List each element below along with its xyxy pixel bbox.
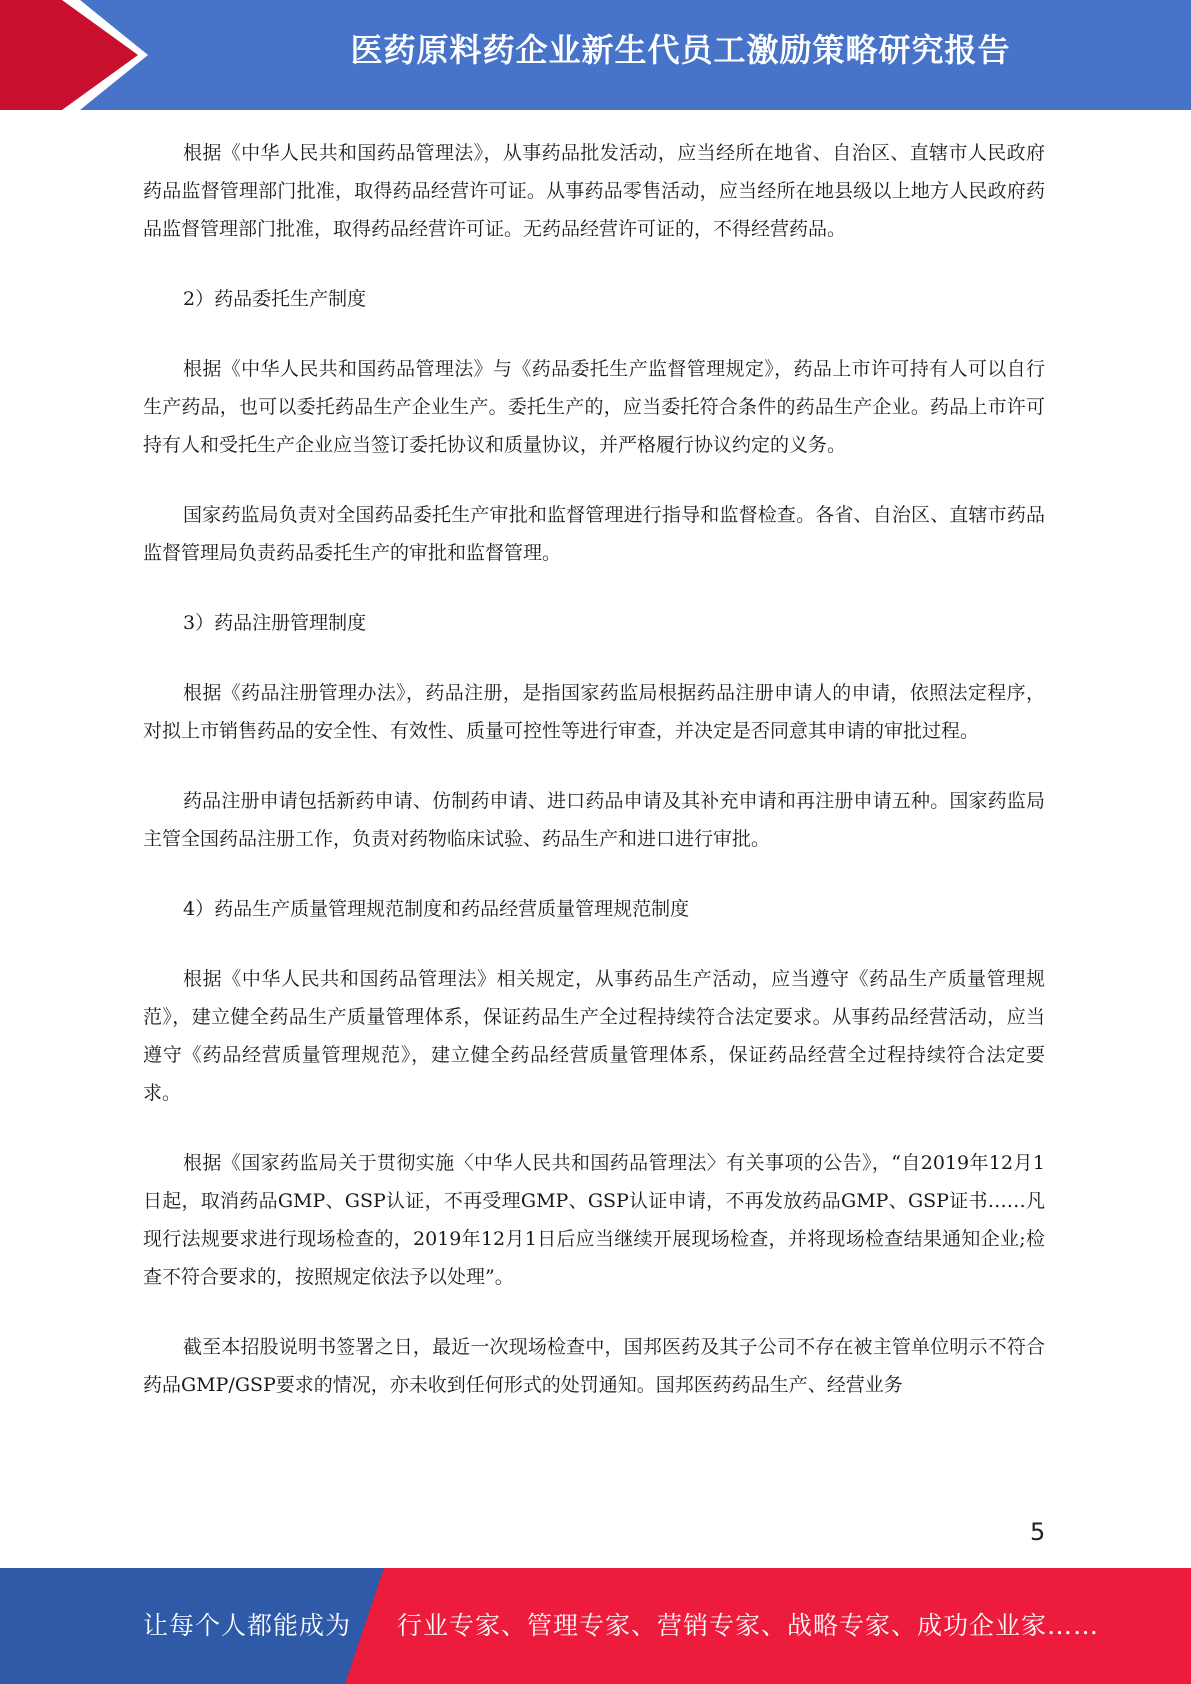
footer-slogan-right: 行业专家、管理专家、营销专家、战略专家、成功企业家…… xyxy=(397,1611,1100,1640)
section-heading-entrusted-production: 2）药品委托生产制度 xyxy=(183,288,367,310)
paragraph-drug-registration-definition: 根据《药品注册管理办法》，药品注册，是指国家药监局根据药品注册申请人的申请，依照法定程序，对拟上市销售药品的安全性、有效性、质量可控性等进行审查，并决定是否同意其申请的审批过程。 xyxy=(143,682,1045,742)
paragraph-gmp-gsp-requirements: 根据《中华人民共和国药品管理法》相关规定，从事药品生产活动，应当遵守《药品生产质量管理规范》，建立健全药品生产质量管理体系，保证药品生产全过程持续符合法定要求。从事药品经营活动，应当遵守《药品经营质量管理规范》，建立健全药品经营质量管理体系，保证药品经营全过程持续符合法定要求。 xyxy=(143,968,1045,1104)
document-body xyxy=(143,134,1045,1436)
paragraph-gmp-gsp-announcement: 根据《国家药监局关于贯彻实施〈中华人民共和国药品管理法〉有关事项的公告》，“自2019年12月1日起，取消药品GMP、GSP认证，不再受理GMP、GSP认证申请，不再发放药品GMP、GSP证书……凡现行法规要求进行现场检查的，2019年12月1日后应当继续开展现场检查，并将现场检查结果通知企业;检查不符合要求的，按照规定依法予以处理”。 xyxy=(143,1152,1045,1288)
paragraph-drug-registration-types: 药品注册申请包括新药申请、仿制药申请、进口药品申请及其补充申请和再注册申请五种。国家药监局主管全国药品注册工作，负责对药物临床试验、药品生产和进口进行审批。 xyxy=(143,790,1045,850)
report-title: 医药原料药企业新生代员工激励策略研究报告 xyxy=(350,31,1011,69)
paragraph-inspection-status: 截至本招股说明书签署之日，最近一次现场检查中，国邦医药及其子公司不存在被主管单位明示不符合药品GMP/GSP要求的情况，亦未收到任何形式的处罚通知。国邦医药药品生产、经营业务 xyxy=(143,1336,1045,1396)
section-heading-drug-registration: 3）药品注册管理制度 xyxy=(183,612,367,634)
header-arrow-decoration xyxy=(0,0,180,110)
section-heading-gmp-gsp: 4）药品生产质量管理规范制度和药品经营质量管理规范制度 xyxy=(183,898,690,920)
paragraph-entrusted-production: 根据《中华人民共和国药品管理法》与《药品委托生产监督管理规定》，药品上市许可持有人可以自行生产药品，也可以委托药品生产企业生产。委托生产的，应当委托符合条件的药品生产企业。药品上市许可持有人和受托生产企业应当签订委托协议和质量协议，并严格履行协议约定的义务。 xyxy=(143,358,1045,456)
paragraph-drug-wholesale-license: 根据《中华人民共和国药品管理法》，从事药品批发活动，应当经所在地省、自治区、直辖市人民政府药品监督管理部门批准，取得药品经营许可证。从事药品零售活动，应当经所在地县级以上地方人民政府药品监督管理部门批准，取得药品经营许可证。无药品经营许可证的，不得经营药品。 xyxy=(143,142,1045,240)
paragraph-entrusted-production-supervision: 国家药监局负责对全国药品委托生产审批和监督管理进行指导和监督检查。各省、自治区、直辖市药品监督管理局负责药品委托生产的审批和监督管理。 xyxy=(143,504,1045,564)
footer-slogan-left: 让每个人都能成为 xyxy=(143,1611,352,1640)
page-header xyxy=(0,0,1191,110)
page-number: 5 xyxy=(1030,1518,1046,1546)
page-footer xyxy=(0,1568,1191,1684)
